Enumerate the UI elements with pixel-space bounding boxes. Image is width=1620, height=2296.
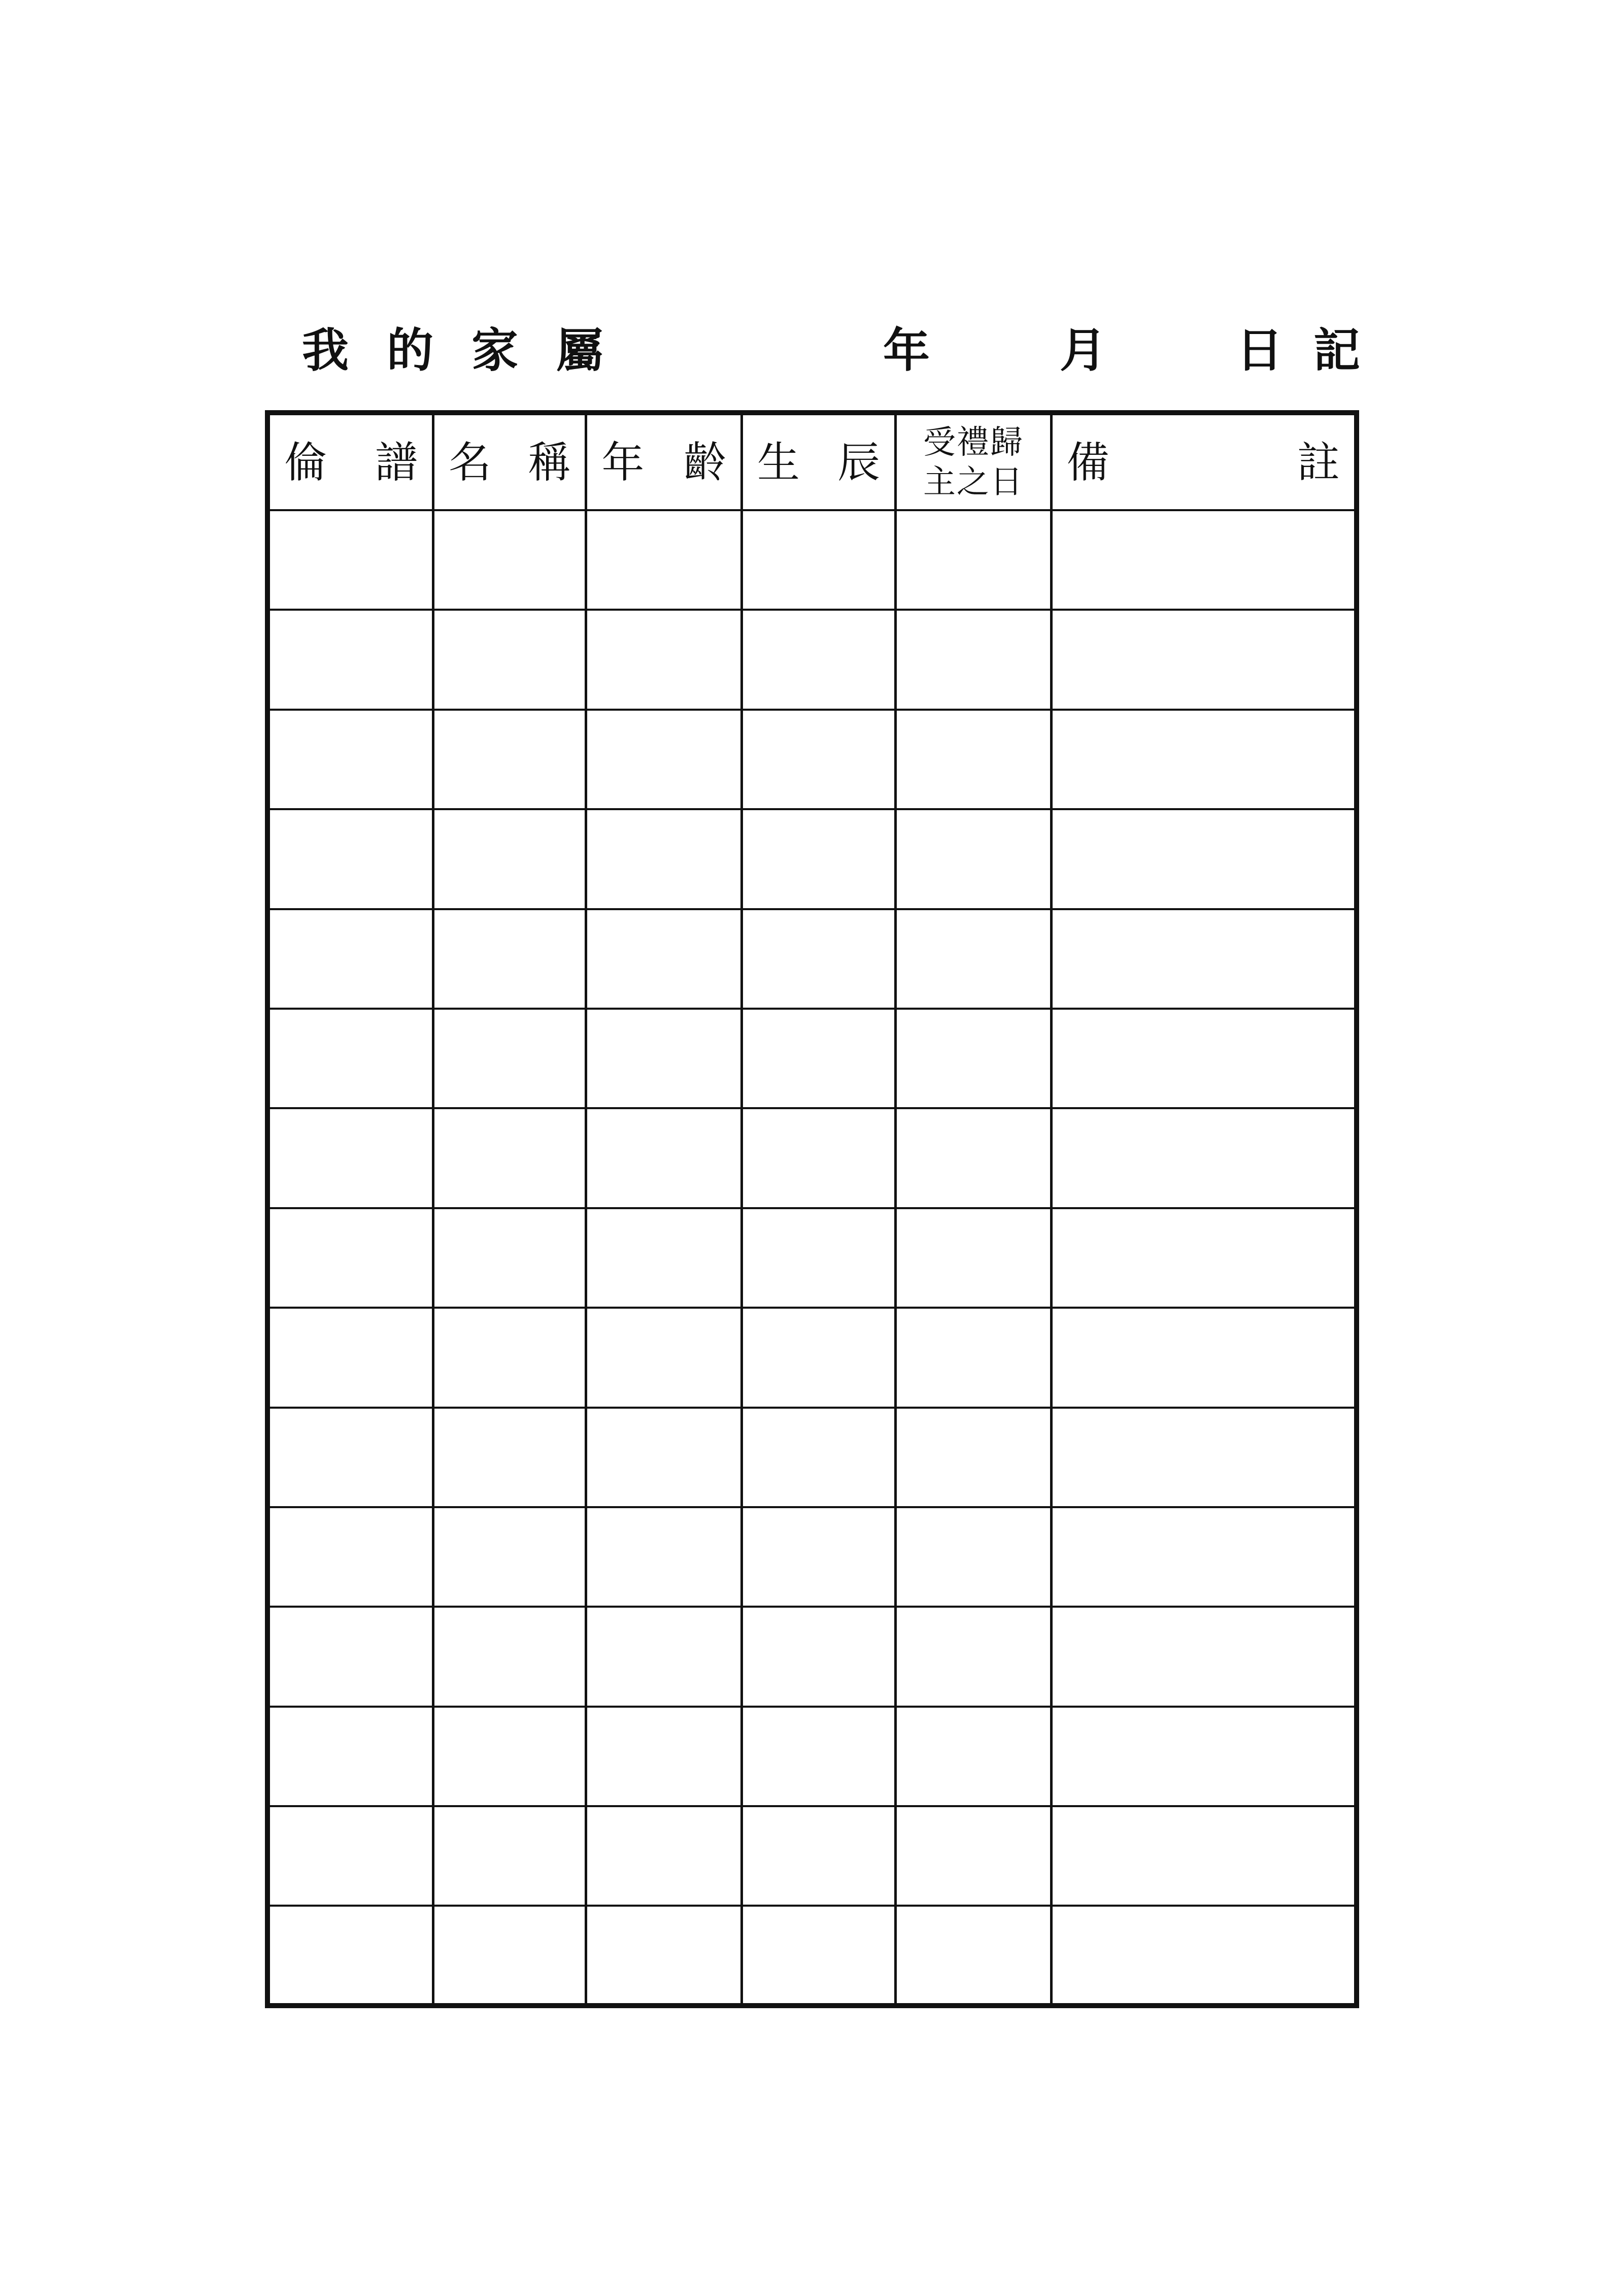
- table-cell[interactable]: [896, 1507, 1051, 1607]
- table-cell[interactable]: [433, 909, 586, 1009]
- table-cell[interactable]: [1051, 1707, 1357, 1806]
- family-ledger-table: [265, 410, 1359, 2008]
- table-cell[interactable]: [896, 510, 1051, 610]
- table-cell[interactable]: [586, 1806, 741, 1906]
- date-day-label: 日: [1236, 323, 1284, 378]
- table-cell[interactable]: [1051, 1208, 1357, 1308]
- table-cell[interactable]: [741, 1806, 895, 1906]
- column-header-baptism-date: [896, 413, 1051, 510]
- table-row: [267, 1308, 1357, 1407]
- table-cell[interactable]: [267, 1408, 433, 1507]
- table-cell[interactable]: [896, 710, 1051, 809]
- table-cell[interactable]: [741, 809, 895, 909]
- table-cell[interactable]: [586, 1408, 741, 1507]
- column-header-char: 生: [757, 437, 800, 487]
- table-cell[interactable]: [741, 610, 895, 709]
- table-cell[interactable]: [433, 1806, 586, 1906]
- table-cell[interactable]: [1051, 1806, 1357, 1906]
- table-cell[interactable]: [896, 909, 1051, 1009]
- page-header: [0, 315, 1620, 386]
- table-cell[interactable]: [267, 809, 433, 909]
- table-cell[interactable]: [1051, 710, 1357, 809]
- table-cell[interactable]: [586, 510, 741, 610]
- table-cell[interactable]: [896, 809, 1051, 909]
- table-cell[interactable]: [433, 1906, 586, 2006]
- table-cell[interactable]: [896, 1208, 1051, 1308]
- table-cell[interactable]: [433, 1108, 586, 1208]
- ledger-body: [267, 510, 1357, 2006]
- table-cell[interactable]: [896, 1707, 1051, 1806]
- record-label: 記: [1313, 323, 1361, 378]
- table-row: [267, 1607, 1357, 1706]
- column-header-birthday: [741, 413, 895, 510]
- table-cell[interactable]: [741, 1607, 895, 1706]
- table-cell[interactable]: [741, 1507, 895, 1607]
- table-cell[interactable]: [433, 1507, 586, 1607]
- column-header-relation: [267, 413, 433, 510]
- table-cell[interactable]: [1051, 1408, 1357, 1507]
- table-cell[interactable]: [586, 809, 741, 909]
- table-row: [267, 610, 1357, 709]
- table-cell[interactable]: [741, 710, 895, 809]
- table-cell[interactable]: [267, 1906, 433, 2006]
- table-cell[interactable]: [586, 1607, 741, 1706]
- table-cell[interactable]: [741, 1208, 895, 1308]
- table-row: [267, 1208, 1357, 1308]
- table-row: [267, 710, 1357, 809]
- table-cell[interactable]: [433, 1308, 586, 1407]
- table-cell[interactable]: [741, 909, 895, 1009]
- table-cell[interactable]: [741, 1108, 895, 1208]
- column-header-char: 名: [449, 437, 492, 487]
- table-cell[interactable]: [1051, 1108, 1357, 1208]
- table-cell[interactable]: [267, 1208, 433, 1308]
- column-header-line: 受禮歸: [923, 423, 1024, 461]
- column-header-line: 主之日: [923, 463, 1024, 501]
- table-cell[interactable]: [1051, 1507, 1357, 1607]
- table-cell[interactable]: [433, 809, 586, 909]
- table-cell[interactable]: [1051, 809, 1357, 909]
- table-row: [267, 1108, 1357, 1208]
- form-title: 我的家屬: [302, 323, 642, 378]
- table-row: [267, 1806, 1357, 1906]
- table-cell[interactable]: [896, 1108, 1051, 1208]
- table-row: [267, 909, 1357, 1009]
- table-cell[interactable]: [586, 610, 741, 709]
- column-header-name: [433, 413, 586, 510]
- table-cell[interactable]: [896, 1806, 1051, 1906]
- table-cell[interactable]: [433, 1707, 586, 1806]
- table-row: [267, 1507, 1357, 1607]
- table-cell[interactable]: [896, 1607, 1051, 1706]
- table-cell[interactable]: [586, 1308, 741, 1407]
- table-cell[interactable]: [586, 1108, 741, 1208]
- table-cell[interactable]: [433, 710, 586, 809]
- table-cell[interactable]: [586, 710, 741, 809]
- table-cell[interactable]: [433, 1208, 586, 1308]
- table-cell[interactable]: [586, 1707, 741, 1806]
- column-header-remarks: [1051, 413, 1357, 510]
- table-cell[interactable]: [741, 1009, 895, 1108]
- table-cell[interactable]: [741, 1408, 895, 1507]
- table-cell[interactable]: [1051, 610, 1357, 709]
- table-row: [267, 1707, 1357, 1806]
- column-header-char: 倫: [284, 437, 327, 487]
- column-header-char: 備: [1066, 437, 1109, 487]
- table-cell[interactable]: [896, 1009, 1051, 1108]
- table-cell[interactable]: [267, 1707, 433, 1806]
- table-cell[interactable]: [741, 1906, 895, 2006]
- table-row: [267, 1408, 1357, 1507]
- table-cell[interactable]: [267, 1806, 433, 1906]
- table-cell[interactable]: [267, 1009, 433, 1108]
- table-cell[interactable]: [741, 1308, 895, 1407]
- table-cell[interactable]: [896, 1308, 1051, 1407]
- date-month-label: 月: [1060, 323, 1107, 378]
- table-cell[interactable]: [1051, 1009, 1357, 1108]
- table-row: [267, 510, 1357, 610]
- table-cell[interactable]: [586, 1906, 741, 2006]
- column-header-char: 辰: [837, 437, 881, 487]
- table-cell[interactable]: [267, 710, 433, 809]
- column-header-char: 稱: [528, 437, 571, 487]
- table-cell[interactable]: [433, 510, 586, 610]
- table-header-row: [267, 413, 1357, 510]
- table-cell[interactable]: [586, 1208, 741, 1308]
- column-header-char: 註: [1297, 437, 1340, 487]
- table-row: [267, 809, 1357, 909]
- table-cell[interactable]: [267, 1607, 433, 1706]
- table-cell[interactable]: [586, 1507, 741, 1607]
- date-year-label: 年: [883, 323, 930, 378]
- table-cell[interactable]: [267, 909, 433, 1009]
- column-header-char: 譜: [375, 437, 418, 487]
- table-cell[interactable]: [267, 1308, 433, 1407]
- table-cell[interactable]: [1051, 510, 1357, 610]
- table-cell[interactable]: [267, 1507, 433, 1607]
- table-cell[interactable]: [586, 1009, 741, 1108]
- table-row: [267, 1009, 1357, 1108]
- table-cell[interactable]: [433, 1607, 586, 1706]
- table-cell[interactable]: [433, 1009, 586, 1108]
- table-cell[interactable]: [1051, 1607, 1357, 1706]
- table-cell[interactable]: [267, 610, 433, 709]
- column-header-char: 齡: [683, 437, 726, 487]
- column-header-char: 年: [601, 437, 645, 487]
- table-cell[interactable]: [433, 1408, 586, 1507]
- table-cell[interactable]: [433, 610, 586, 709]
- table-cell[interactable]: [741, 510, 895, 610]
- table-cell[interactable]: [896, 1906, 1051, 2006]
- table-cell[interactable]: [1051, 1906, 1357, 2006]
- table-cell[interactable]: [586, 909, 741, 1009]
- table-cell[interactable]: [267, 1108, 433, 1208]
- table-cell[interactable]: [741, 1707, 895, 1806]
- column-header-age: [586, 413, 741, 510]
- table-cell[interactable]: [896, 1408, 1051, 1507]
- table-cell[interactable]: [267, 510, 433, 610]
- table-row: [267, 1906, 1357, 2006]
- table-cell[interactable]: [1051, 909, 1357, 1009]
- table-cell[interactable]: [896, 610, 1051, 709]
- table-cell[interactable]: [1051, 1308, 1357, 1407]
